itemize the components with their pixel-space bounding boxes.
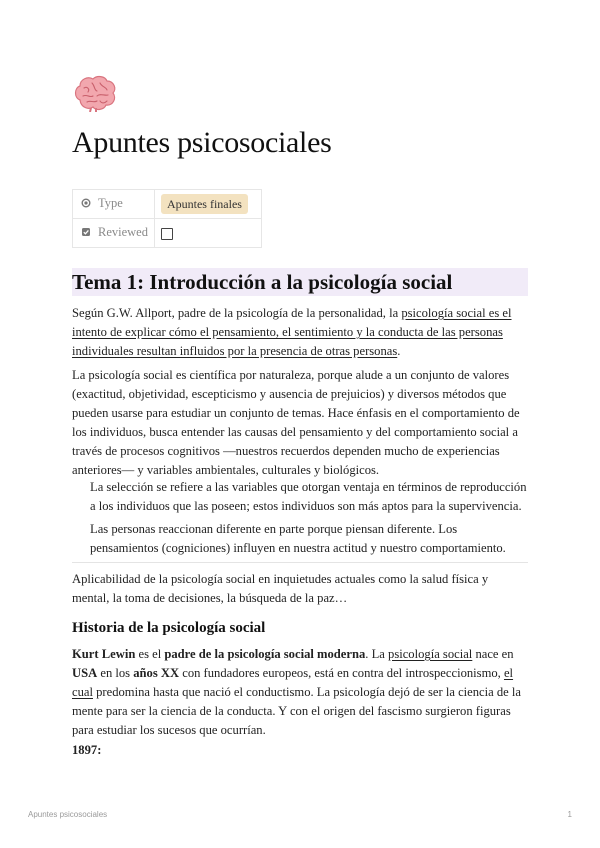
reviewed-label: Reviewed <box>98 224 148 239</box>
history-heading: Historia de la psicología social <box>72 620 266 636</box>
type-tag[interactable]: Apuntes finales <box>161 194 248 214</box>
page-title: Apuntes psicosociales <box>72 126 332 159</box>
section-heading: Tema 1: Introducción a la psicología social <box>72 270 453 294</box>
paragraph-definition: Según G.W. Allport, padre de la psicología de la personalidad, la psicología social es el intento de explicar cómo el pensamiento, el sentimiento y la conducta de las personas individuales resultan influidos por la presencia de otras personas. <box>72 306 512 358</box>
paragraph-scientific: La psicología social es científica por naturaleza, porque alude a un conjunto de valores (exactitud, objetividad, escepticismo y ausencia de prejuicios) y diversos métodos que pueden usarse para estudiar un conjunto de temas. Hace énfasis en el comportamiento de los individuos, busca entender las causas del pensamiento y del comportamiento social a través de procesos cognitivos —nuestros recuerdos dependen mucho de experiencias anteriores— y variables ambientales, culturales y biológicos. <box>72 368 520 477</box>
footer-title: Apuntes psicosociales <box>28 810 108 819</box>
properties-table <box>72 189 262 248</box>
year-1897: 1897: <box>72 743 102 757</box>
property-row-reviewed <box>73 219 262 248</box>
highlighted-definition: psicología social es el intento de explicar cómo el pensamiento, el sentimiento y la conducta de las personas individuales resultan influidos por la presencia de otras personas <box>72 306 512 358</box>
paragraph-history: Kurt Lewin es el padre de la psicología social moderna. La psicología social nace en USA en los años XX con fundadores europeos, está en contra del introspeccionismo, el cual predomina hasta que nació el conductismo. La psicología dejó de ser la ciencia de la mente para ser la ciencia de la conducta. Y con el origen del fascismo surgieron figuras para estudiar los sucesos que ocurrían. <box>72 647 522 737</box>
quote-cognition: Las personas reaccionan diferente en parte porque piensan diferente. Los pensamientos (cogniciones) influyen en nuestra actitud y nuestro comportamiento. <box>90 522 506 555</box>
paragraph-applicability: Aplicabilidad de la psicología social en inquietudes actuales como la salud física y mental, la toma de decisiones, la búsqueda de la paz… <box>72 572 489 605</box>
quote-selection: La selección se refiere a las variables que otorgan ventaja en términos de reproducción a los individuos que las poseen; estos individuos son más aptos para la supervivencia. <box>90 480 527 513</box>
reviewed-checkbox[interactable] <box>161 228 173 240</box>
status-icon <box>81 198 91 208</box>
property-row-type <box>73 190 262 219</box>
checkbox-property-icon <box>81 227 91 237</box>
section-heading-bg <box>72 268 528 296</box>
footer-page-number: 1 <box>567 810 572 819</box>
type-label: Type <box>98 195 123 210</box>
divider <box>72 562 528 563</box>
brain-icon <box>72 74 118 112</box>
